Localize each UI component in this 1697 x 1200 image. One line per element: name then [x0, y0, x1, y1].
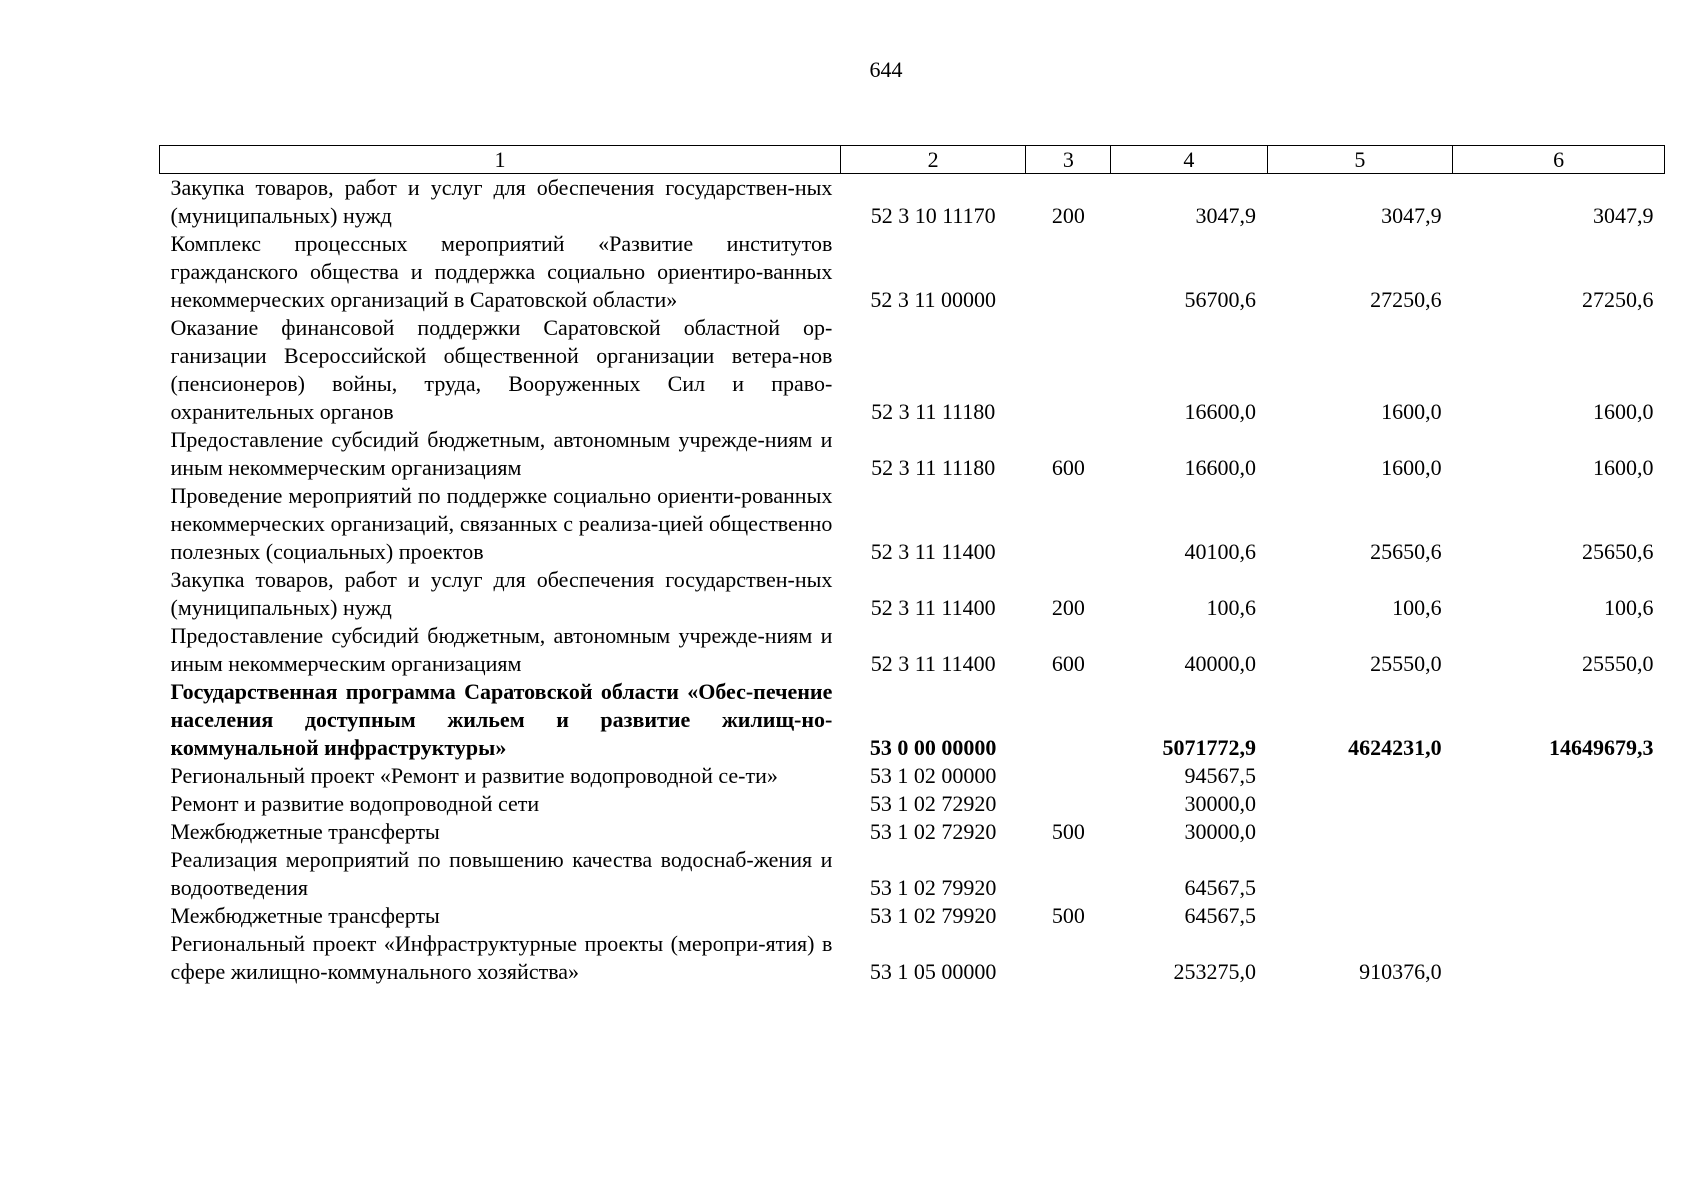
amount-col5 [1267, 846, 1453, 902]
amount-col6: 100,6 [1604, 595, 1654, 620]
amount-col4: 3047,9 [1195, 203, 1257, 228]
expense-type [1026, 930, 1111, 986]
amount-col6: 25550,0 [1582, 651, 1654, 676]
item-name: Закупка товаров, работ и услуг для обеспечения государствен-ных (муниципальных) нужд [170, 567, 833, 620]
amount-col5: 1600,0 [1381, 455, 1442, 480]
item-name: Предоставление субсидий бюджетным, автономным учрежде-ниям и иным некоммерческим организациям [170, 427, 833, 480]
amount-col6: 1600,0 [1593, 455, 1654, 480]
expense-type [1026, 230, 1111, 314]
target-code: 52 3 11 11180 [871, 399, 996, 424]
expense-type: 200 [1051, 595, 1085, 620]
target-code: 52 3 11 11400 [870, 595, 996, 620]
table-row [160, 426, 1665, 482]
expense-type [1026, 482, 1111, 566]
amount-col6: 27250,6 [1582, 287, 1654, 312]
amount-col5: 910376,0 [1359, 959, 1442, 984]
item-name: Межбюджетные трансферты [170, 903, 440, 928]
amount-col5 [1267, 762, 1453, 790]
target-code: 52 3 11 11400 [870, 539, 996, 564]
table-row [160, 314, 1665, 426]
target-code: 52 3 11 11400 [870, 651, 996, 676]
item-name: Предоставление субсидий бюджетным, автономным учрежде-ниям и иным некоммерческим организациям [170, 623, 833, 676]
amount-col6 [1453, 902, 1665, 930]
table-row [160, 762, 1665, 790]
amount-col6: 3047,9 [1593, 203, 1654, 228]
amount-col6: 1600,0 [1593, 399, 1654, 424]
target-code: 53 1 02 72920 [869, 791, 997, 816]
amount-col5: 25650,6 [1370, 539, 1442, 564]
amount-col6 [1453, 930, 1665, 986]
amount-col5: 3047,9 [1381, 203, 1442, 228]
item-name: Закупка товаров, работ и услуг для обеспечения государствен-ных (муниципальных) нужд [170, 175, 833, 228]
amount-col4: 56700,6 [1184, 287, 1257, 312]
expense-type [1026, 790, 1111, 818]
item-name: Региональный проект «Ремонт и развитие водопроводной се-ти» [170, 763, 778, 788]
item-name: Комплекс процессных мероприятий «Развитие институтов гражданского общества и поддержка социально ориентиро-ванных некоммерческих организаций в Саратовской области» [170, 231, 833, 312]
target-code: 53 1 02 00000 [869, 763, 997, 788]
target-code: 53 1 02 72920 [869, 819, 997, 844]
table-row [160, 482, 1665, 566]
expense-type [1026, 678, 1111, 762]
table-row [160, 902, 1665, 930]
target-code: 52 3 11 00000 [870, 287, 997, 312]
page-number: 644 [869, 57, 903, 82]
amount-col5 [1267, 818, 1453, 846]
item-name: Межбюджетные трансферты [170, 819, 440, 844]
amount-col4: 16600,0 [1184, 399, 1257, 424]
amount-col4: 64567,5 [1184, 903, 1257, 928]
amount-col4: 100,6 [1206, 595, 1257, 620]
item-name: Реализация мероприятий по повышению качества водоснаб-жения и водоотведения [170, 847, 833, 900]
item-name: Государственная программа Саратовской области «Обес-печение населения доступным жильем и развитие жилищ-но-коммунальной инфраструктуры» [170, 679, 833, 760]
amount-col4: 16600,0 [1184, 455, 1257, 480]
column-header: 4 [1111, 146, 1267, 174]
table-row [160, 174, 1665, 231]
table-row [160, 846, 1665, 902]
target-code: 53 1 05 00000 [869, 959, 997, 984]
item-name: Проведение мероприятий по поддержке социально ориенти-рованных некоммерческих организаций, связанных с реализа-цией общественно полезных (социальных) проектов [170, 483, 833, 564]
amount-col6: 14649679,3 [1549, 735, 1654, 760]
amount-col4: 64567,5 [1184, 875, 1257, 900]
target-code: 53 1 02 79920 [869, 875, 997, 900]
item-name: Ремонт и развитие водопроводной сети [170, 791, 540, 816]
table-row [160, 622, 1665, 678]
amount-col4: 30000,0 [1184, 791, 1257, 816]
amount-col4: 5071772,9 [1162, 735, 1257, 760]
column-header: 1 [160, 146, 841, 174]
amount-col4: 253275,0 [1173, 959, 1257, 984]
amount-col5: 27250,6 [1370, 287, 1442, 312]
expense-type: 600 [1051, 651, 1085, 676]
column-header: 3 [1026, 146, 1111, 174]
column-header: 6 [1453, 146, 1665, 174]
expense-type: 500 [1051, 819, 1085, 844]
amount-col6 [1453, 818, 1665, 846]
target-code: 53 0 00 00000 [869, 735, 997, 760]
table-row [160, 230, 1665, 314]
amount-col4: 40100,6 [1184, 539, 1257, 564]
expense-type [1026, 314, 1111, 426]
table-row [160, 678, 1665, 762]
table-row [160, 930, 1665, 986]
amount-col5 [1267, 790, 1453, 818]
expense-type [1026, 762, 1111, 790]
expense-type: 600 [1051, 455, 1085, 480]
amount-col4: 94567,5 [1184, 763, 1257, 788]
table-row [160, 818, 1665, 846]
expense-type [1026, 846, 1111, 902]
amount-col4: 40000,0 [1184, 651, 1257, 676]
item-name: Оказание финансовой поддержки Саратовской областной ор-ганизации Всероссийской общественной организации ветера-нов (пенсионеров) войны, труда, Вооруженных Сил и право-охранительных органов [170, 315, 833, 424]
expense-type: 500 [1051, 903, 1085, 928]
table-header-row [160, 146, 1665, 174]
amount-col5: 100,6 [1392, 595, 1442, 620]
target-code: 52 3 11 11180 [871, 455, 996, 480]
amount-col6 [1453, 790, 1665, 818]
column-header: 2 [840, 146, 1026, 174]
table-row [160, 790, 1665, 818]
amount-col5: 4624231,0 [1348, 735, 1442, 760]
amount-col6 [1453, 846, 1665, 902]
item-name: Региональный проект «Инфраструктурные проекты (меропри-ятия) в сфере жилищно-коммунального хозяйства» [170, 931, 833, 984]
table-row [160, 566, 1665, 622]
column-header: 5 [1267, 146, 1453, 174]
amount-col4: 30000,0 [1184, 819, 1257, 844]
amount-col6: 25650,6 [1582, 539, 1654, 564]
amount-col5: 1600,0 [1381, 399, 1442, 424]
budget-table [159, 145, 1665, 986]
amount-col5: 25550,0 [1370, 651, 1442, 676]
target-code: 53 1 02 79920 [869, 903, 997, 928]
amount-col5 [1267, 902, 1453, 930]
target-code: 52 3 10 11170 [870, 203, 996, 228]
amount-col6 [1453, 762, 1665, 790]
expense-type: 200 [1051, 203, 1085, 228]
